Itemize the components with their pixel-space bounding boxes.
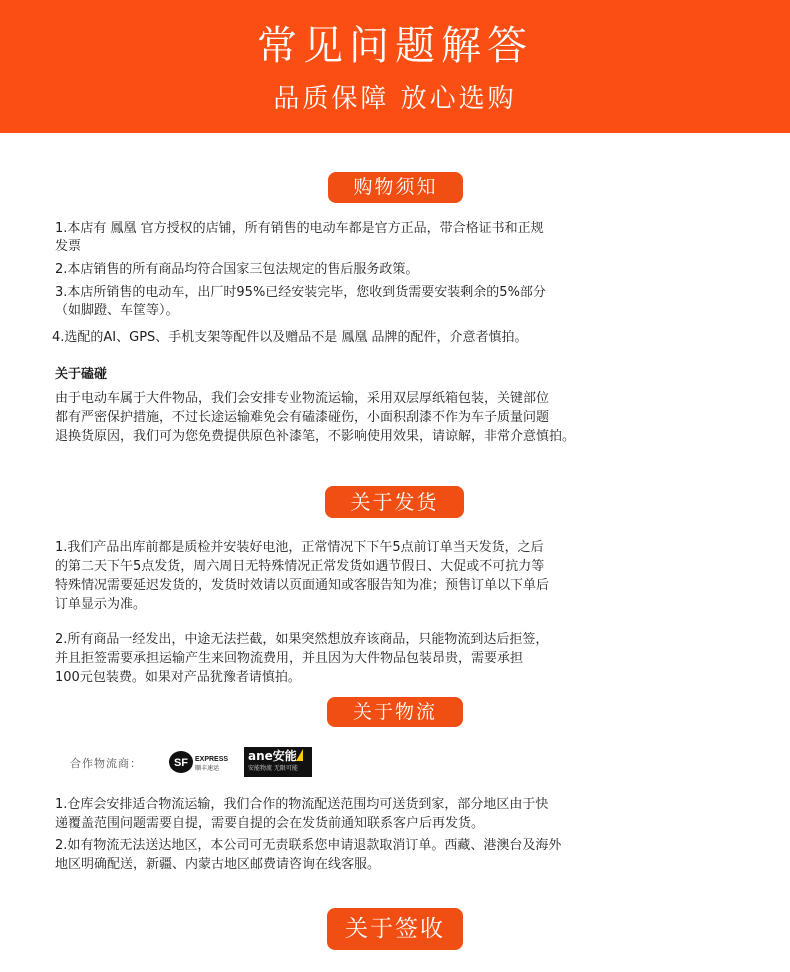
logistics-item-2: 2.如有物流无法送达地区，本公司可无责联系您申请退款取消订单。西藏、港澳台及海外 地区明确配送，新疆、内蒙古地区邮费请咨询在线客服。 — [55, 838, 562, 872]
section-title-shipping: 关于发货 — [325, 486, 464, 518]
sf-mark-text: SF — [173, 757, 189, 769]
section-title-shopping: 购物须知 — [328, 172, 463, 203]
shipping-item-1: 1.我们产品出库前都是质检并安装好电池，正常情况下下午5点前订单当天发货，之后 的第二天下午5点发货，周六周日无特殊情况正常发货如遇节假日、大促或不可抗力等 特殊情况需要延迟发货的，发货时效请以页面通知或客服告知为准；预售订单以下单后 订单显示为准。 — [55, 540, 550, 612]
shopping-item-1: 1.本店有 鳳凰 官方授权的店铺，所有销售的电动车都是官方正品，带合格证书和正规 发票 — [55, 221, 544, 254]
ane-slogan: 安能物流 无限可能 — [248, 765, 298, 772]
sf-cn-text: 顺丰速运 — [195, 765, 220, 772]
ane-logo — [244, 747, 312, 777]
sf-name-text: EXPRESS — [195, 756, 229, 763]
ane-name: ane安能 — [248, 749, 297, 763]
shopping-item-4: 4.选配的AI、GPS、手机支架等配件以及赠品不是 鳳凰 品牌的配件，介意者慎拍。 — [52, 330, 528, 345]
shopping-item-3: 3.本店所销售的电动车，出厂时95%已经安装完毕，您收到货需要安装剩余的5%部分 （如脚蹬、车筐等）。 — [55, 285, 546, 318]
ane-arrow-icon — [296, 749, 303, 761]
bump-heading: 关于磕碰 — [55, 367, 108, 382]
shipping-item-2: 2.所有商品一经发出，中途无法拦截，如果突然想放弃该商品，只能物流到达后拒签， 并且拒签需要承担运输产生来回物流费用，并且因为大件物品包装昂贵，需要承担 100元包装费。如果对产品犹豫者请慎拍。 — [55, 632, 549, 685]
section-title-logistics: 关于物流 — [327, 697, 463, 727]
bump-text: 由于电动车属于大件物品，我们会安排专业物流运输，采用双层厚纸箱包装，关键部位 都有严密保护措施，不过长途运输难免会有磕漆碰伤，小面积刮漆不作为车子质量问题 退换货原因，我们可为您免费提供原色补漆笔，不影响使用效果，请谅解，非常介意慎拍。 — [55, 391, 576, 444]
shopping-item-2: 2.本店销售的所有商品均符合国家三包法规定的售后服务政策。 — [55, 262, 419, 277]
partners-label: 合作物流商： — [70, 757, 142, 770]
logistics-partners — [70, 747, 470, 777]
header-banner — [0, 0, 790, 133]
page-title: 常见问题解答 — [257, 23, 533, 69]
section-title-signing: 关于签收 — [327, 908, 463, 950]
sf-express-logo — [168, 749, 232, 775]
page-subtitle: 品质保障 放心选购 — [273, 84, 517, 114]
logistics-item-1: 1.仓库会安排适合物流运输，我们合作的物流配送范围均可送货到家，部分地区由于快 递覆盖范围问题需要自提，需要自提的会在发货前通知联系客户后再发货。 — [55, 797, 549, 831]
